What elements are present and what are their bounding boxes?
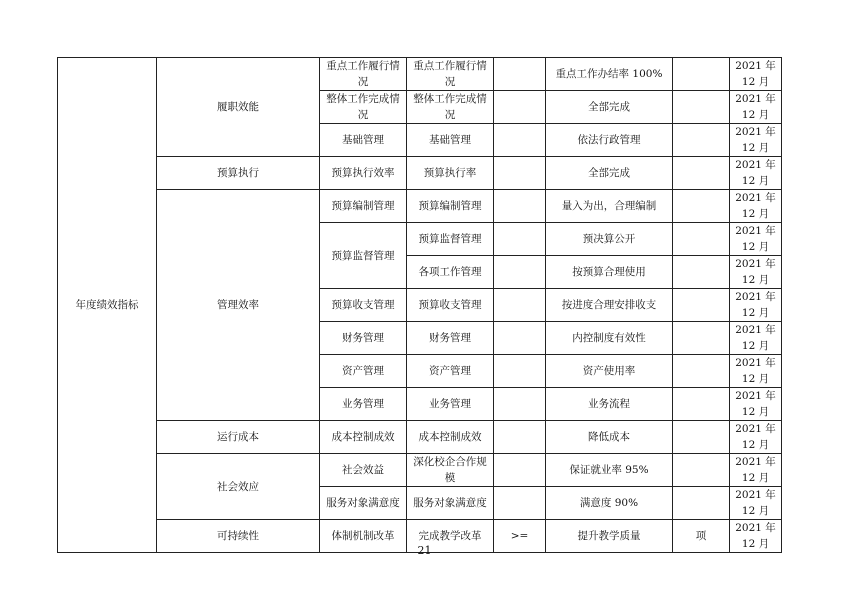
indicator-name-cell: 预算执行率 [407, 157, 494, 190]
level3-indicator-cell: 重点工作履行情况 [320, 58, 407, 91]
unit-cell [673, 157, 730, 190]
target-value-cell: 业务流程 [546, 388, 673, 421]
date-cell: 2021 年 12 月 [730, 355, 782, 388]
table-row [58, 421, 782, 454]
level3-indicator-cell: 财务管理 [320, 322, 407, 355]
unit-cell [673, 454, 730, 487]
target-value-cell: 依法行政管理 [546, 124, 673, 157]
page-number: 21 [417, 544, 432, 557]
level3-indicator-cell: 预算监督管理 [320, 223, 407, 289]
unit-cell [673, 223, 730, 256]
unit-cell [673, 355, 730, 388]
performance-indicator-table [57, 57, 782, 553]
unit-cell [673, 421, 730, 454]
level2-indicator-cell: 社会效应 [157, 454, 320, 520]
level2-indicator-cell: 履职效能 [157, 58, 320, 157]
date-cell: 2021 年 12 月 [730, 256, 782, 289]
table-row [58, 190, 782, 223]
indicator-name-cell: 预算收支管理 [407, 289, 494, 322]
target-value-cell: 按进度合理安排收支 [546, 289, 673, 322]
operator-cell [494, 58, 546, 91]
level2-indicator-cell: 管理效率 [157, 190, 320, 421]
indicator-name-cell: 基础管理 [407, 124, 494, 157]
indicator-name-cell: 重点工作履行情况 [407, 58, 494, 91]
level3-indicator-cell: 服务对象满意度 [320, 487, 407, 520]
operator-cell: >= [494, 520, 546, 553]
level3-indicator-cell: 预算编制管理 [320, 190, 407, 223]
level2-indicator-cell: 运行成本 [157, 421, 320, 454]
operator-cell [494, 388, 546, 421]
operator-cell [494, 322, 546, 355]
target-value-cell: 降低成本 [546, 421, 673, 454]
date-cell: 2021 年 12 月 [730, 91, 782, 124]
date-cell: 2021 年 12 月 [730, 322, 782, 355]
target-value-cell: 重点工作办结率 100% [546, 58, 673, 91]
level3-indicator-cell: 体制机制改革 [320, 520, 407, 553]
table-row [58, 454, 782, 487]
indicator-name-cell: 预算监督管理 [407, 223, 494, 256]
operator-cell [494, 355, 546, 388]
indicator-name-cell: 服务对象满意度 [407, 487, 494, 520]
level3-indicator-cell: 成本控制成效 [320, 421, 407, 454]
date-cell: 2021 年 12 月 [730, 388, 782, 421]
target-value-cell: 提升教学质量 [546, 520, 673, 553]
unit-cell [673, 289, 730, 322]
target-value-cell: 保证就业率 95% [546, 454, 673, 487]
unit-cell [673, 124, 730, 157]
indicator-name-cell: 预算编制管理 [407, 190, 494, 223]
target-value-cell: 内控制度有效性 [546, 322, 673, 355]
operator-cell [494, 91, 546, 124]
unit-cell [673, 487, 730, 520]
operator-cell [494, 454, 546, 487]
operator-cell [494, 421, 546, 454]
target-value-cell: 资产使用率 [546, 355, 673, 388]
date-cell: 2021 年 12 月 [730, 289, 782, 322]
operator-cell [494, 124, 546, 157]
indicator-name-cell: 各项工作管理 [407, 256, 494, 289]
table-row [58, 157, 782, 190]
date-cell: 2021 年 12 月 [730, 58, 782, 91]
target-value-cell: 按预算合理使用 [546, 256, 673, 289]
operator-cell [494, 223, 546, 256]
level3-indicator-cell: 预算执行效率 [320, 157, 407, 190]
target-value-cell: 全部完成 [546, 91, 673, 124]
date-cell: 2021 年 12 月 [730, 157, 782, 190]
indicator-name-cell: 深化校企合作规模 [407, 454, 494, 487]
target-value-cell: 预决算公开 [546, 223, 673, 256]
unit-cell [673, 322, 730, 355]
date-cell: 2021 年 12 月 [730, 520, 782, 553]
indicator-name-cell: 财务管理 [407, 322, 494, 355]
date-cell: 2021 年 12 月 [730, 190, 782, 223]
operator-cell [494, 190, 546, 223]
operator-cell [494, 256, 546, 289]
level1-indicator-cell: 年度绩效指标 [58, 58, 157, 553]
target-value-cell: 满意度 90% [546, 487, 673, 520]
target-value-cell: 量入为出，合理编制 [546, 190, 673, 223]
date-cell: 2021 年 12 月 [730, 223, 782, 256]
operator-cell [494, 157, 546, 190]
target-value-cell: 全部完成 [546, 157, 673, 190]
indicator-name-cell: 成本控制成效 [407, 421, 494, 454]
level3-indicator-cell: 基础管理 [320, 124, 407, 157]
level3-indicator-cell: 资产管理 [320, 355, 407, 388]
unit-cell [673, 190, 730, 223]
date-cell: 2021 年 12 月 [730, 421, 782, 454]
table-row [58, 58, 782, 91]
indicator-name-cell: 资产管理 [407, 355, 494, 388]
level3-indicator-cell: 社会效益 [320, 454, 407, 487]
unit-cell [673, 388, 730, 421]
operator-cell [494, 487, 546, 520]
indicator-name-cell: 整体工作完成情况 [407, 91, 494, 124]
level2-indicator-cell: 预算执行 [157, 157, 320, 190]
date-cell: 2021 年 12 月 [730, 487, 782, 520]
indicator-name-cell: 完成教学改革 [407, 520, 494, 553]
level3-indicator-cell: 预算收支管理 [320, 289, 407, 322]
unit-cell [673, 91, 730, 124]
unit-cell [673, 58, 730, 91]
level2-indicator-cell: 可持续性 [157, 520, 320, 553]
unit-cell: 项 [673, 520, 730, 553]
date-cell: 2021 年 12 月 [730, 454, 782, 487]
level3-indicator-cell: 业务管理 [320, 388, 407, 421]
level3-indicator-cell: 整体工作完成情况 [320, 91, 407, 124]
date-cell: 2021 年 12 月 [730, 124, 782, 157]
unit-cell [673, 256, 730, 289]
indicator-name-cell: 业务管理 [407, 388, 494, 421]
operator-cell [494, 289, 546, 322]
